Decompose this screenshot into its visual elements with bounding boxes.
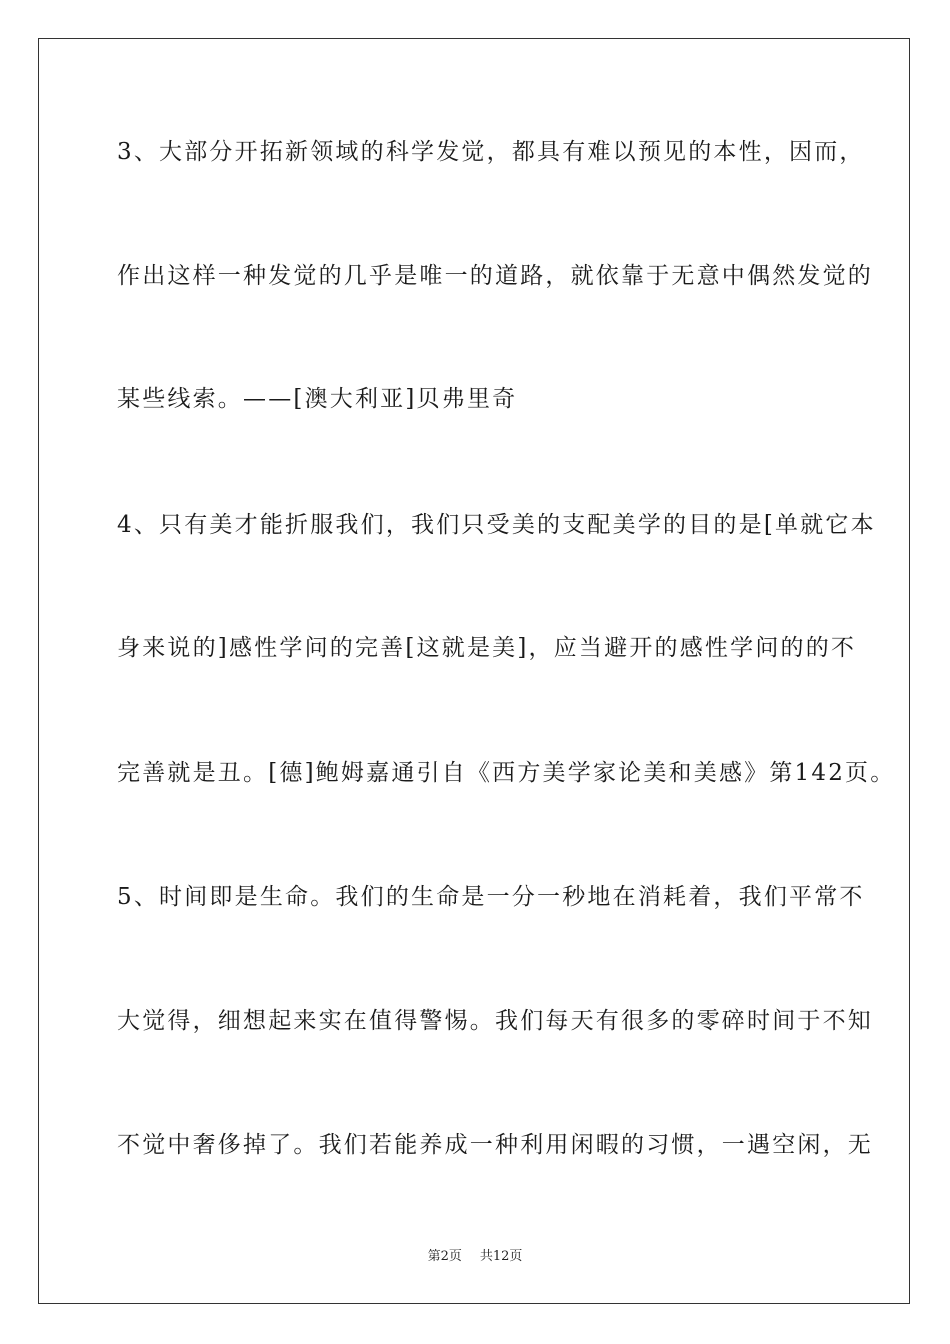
page-border — [38, 38, 910, 1304]
page-number: 第2页 — [427, 1249, 462, 1264]
text-line: 大觉得，细想起来实在值得警惕。我们每天有很多的零碎时间于不知 — [117, 1008, 873, 1034]
text-line: 身来说的]感性学问的完善[这就是美]，应当避开的感性学问的的不 — [117, 635, 857, 661]
text-line: 3、大部分开拓新领域的科学发觉，都具有难以预见的本性，因而， — [117, 139, 865, 165]
text-line: 5、时间即是生命。我们的生命是一分一秒地在消耗着，我们平常不 — [117, 884, 865, 910]
text-line: 某些线索。——[澳大利亚]贝弗里奇 — [117, 386, 518, 412]
text-line: 作出这样一种发觉的几乎是唯一的道路，就依靠于无意中偶然发觉的 — [117, 263, 873, 289]
text-line: 不觉中奢侈掉了。我们若能养成一种利用闲暇的习惯，一遇空闲，无 — [117, 1132, 873, 1158]
page-footer — [0, 1248, 950, 1266]
text-line: 完善就是丑。[德]鲍姆嘉通引自《西方美学家论美和美感》第142页。 — [117, 760, 896, 786]
text-line: 4、只有美才能折服我们，我们只受美的支配美学的目的是[单就它本 — [117, 512, 876, 538]
page-total: 共12页 — [479, 1249, 523, 1264]
